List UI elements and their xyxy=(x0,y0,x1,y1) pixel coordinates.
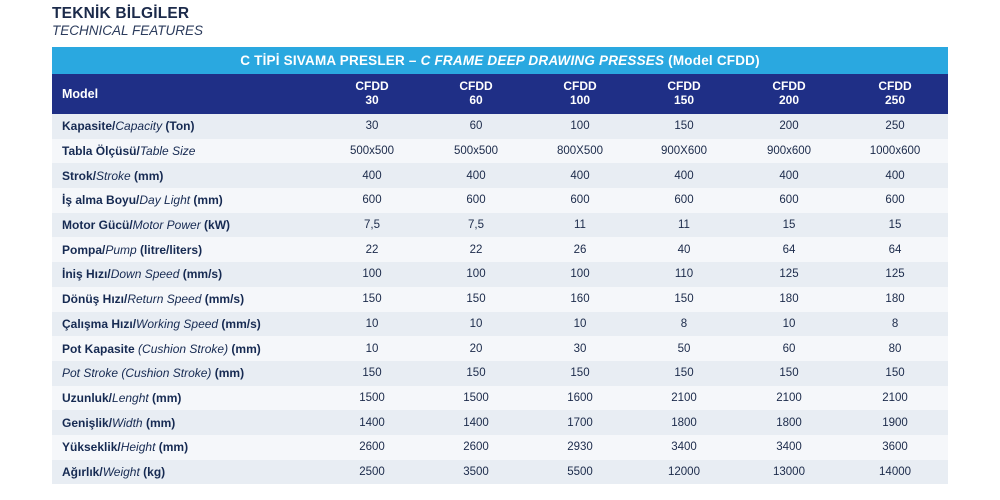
table-cell: 64 xyxy=(842,237,948,262)
row-label-tr: İniş Hızı xyxy=(62,267,108,282)
row-label-unit: (mm) xyxy=(130,168,164,183)
table-cell: 150 xyxy=(736,361,842,386)
row-label-tr: Çalışma Hızı xyxy=(62,316,133,331)
table-cell: 400 xyxy=(424,163,528,188)
row-label xyxy=(52,237,320,262)
table-title-tr: C TİPİ SIVAMA PRESLER xyxy=(240,53,405,68)
column-header-cfdd-60 xyxy=(424,74,528,114)
row-label-tr: Dönüş Hızı xyxy=(62,292,124,307)
column-header-cfdd-150 xyxy=(632,74,736,114)
table-cell: 600 xyxy=(842,188,948,213)
row-label xyxy=(52,188,320,213)
table-cell: 10 xyxy=(736,312,842,337)
row-label xyxy=(52,435,320,460)
row-label-en: Height xyxy=(120,440,156,455)
row-label-separator: / xyxy=(136,144,140,159)
page-title-tr: TEKNİK BİLGİLER xyxy=(52,5,190,22)
row-label-unit: (Ton) xyxy=(162,119,195,134)
row-label-separator: / xyxy=(136,193,140,208)
row-label-unit: (mm) xyxy=(190,193,223,208)
table-cell: 40 xyxy=(632,237,736,262)
row-label-separator: / xyxy=(117,440,121,455)
table-cell: 8 xyxy=(632,312,736,337)
row-label-unit: (mm/s) xyxy=(218,316,261,331)
row-label-separator: / xyxy=(124,292,128,307)
table-cell: 5500 xyxy=(528,460,632,485)
row-label-unit: (mm) xyxy=(211,366,245,381)
page-title-en: TECHNICAL FEATURES xyxy=(52,23,204,39)
row-label xyxy=(52,213,320,238)
row-label-en: Capacity xyxy=(115,119,163,134)
table-cell: 10 xyxy=(424,312,528,337)
table-row xyxy=(52,163,948,188)
column-size: 150 xyxy=(673,93,695,107)
row-label-tr: Strok xyxy=(62,168,93,183)
row-label-en: Weight xyxy=(102,464,140,479)
table-cell: 400 xyxy=(528,163,632,188)
table-cell: 150 xyxy=(842,361,948,386)
table-cell: 8 xyxy=(842,312,948,337)
column-code: CFDD xyxy=(563,79,597,94)
table-cell: 1000x600 xyxy=(842,139,948,164)
table-cell: 1400 xyxy=(424,410,528,435)
table-cell: 900X600 xyxy=(632,139,736,164)
row-label-separator: / xyxy=(108,415,113,430)
row-label xyxy=(52,410,320,435)
column-code: CFDD xyxy=(878,79,912,94)
table-cell: 10 xyxy=(528,312,632,337)
table-cell: 150 xyxy=(632,287,736,312)
table-cell: 150 xyxy=(632,114,736,139)
table-cell: 800X500 xyxy=(528,139,632,164)
row-label-en: Working Speed xyxy=(136,316,219,331)
table-cell: 1500 xyxy=(424,386,528,411)
row-label xyxy=(52,336,320,361)
row-label-unit: (mm) xyxy=(155,440,189,455)
table-cell: 600 xyxy=(528,188,632,213)
table-cell: 110 xyxy=(632,262,736,287)
row-label-unit: (mm/s) xyxy=(179,267,223,282)
table-cell: 2600 xyxy=(320,435,424,460)
table-cell: 150 xyxy=(528,361,632,386)
table-row xyxy=(52,237,948,262)
column-code: CFDD xyxy=(355,79,389,94)
table-cell: 1700 xyxy=(528,410,632,435)
table-row xyxy=(52,410,948,435)
row-label xyxy=(52,460,320,485)
table-cell: 100 xyxy=(528,262,632,287)
row-label-en: Down Speed xyxy=(110,267,180,282)
table-cell: 3400 xyxy=(736,435,842,460)
row-label xyxy=(52,361,320,386)
table-row xyxy=(52,312,948,337)
row-label-tr: Ağırlık xyxy=(62,464,100,479)
table-cell: 3600 xyxy=(842,435,948,460)
table-row xyxy=(52,139,948,164)
table-cell: 15 xyxy=(736,213,842,238)
table-cell: 400 xyxy=(842,163,948,188)
row-label-en: Lenght xyxy=(112,390,149,405)
row-label-unit: (mm/s) xyxy=(201,292,245,307)
table-cell: 3400 xyxy=(632,435,736,460)
table-cell: 1800 xyxy=(632,410,736,435)
row-label-en: (Cushion Stroke) xyxy=(121,366,212,381)
row-label-tr: Kapasite xyxy=(62,119,113,134)
table-cell: 100 xyxy=(528,114,632,139)
table-cell: 2500 xyxy=(320,460,424,485)
table-cell: 100 xyxy=(320,262,424,287)
row-label-unit: (litre/liters) xyxy=(136,242,203,257)
table-cell: 180 xyxy=(736,287,842,312)
table-cell: 15 xyxy=(842,213,948,238)
table-cell: 50 xyxy=(632,336,736,361)
table-cell: 150 xyxy=(632,361,736,386)
table-header-row xyxy=(52,74,948,114)
row-label-en: Table Size xyxy=(139,144,196,159)
row-label xyxy=(52,163,320,188)
row-label-en: Stroke xyxy=(96,168,131,183)
row-label-en: Return Speed xyxy=(127,292,202,307)
row-label-en: Day Light xyxy=(139,193,191,208)
table-cell: 150 xyxy=(424,287,528,312)
row-label xyxy=(52,262,320,287)
table-cell: 13000 xyxy=(736,460,842,485)
column-size: 30 xyxy=(365,93,379,107)
table-cell: 64 xyxy=(736,237,842,262)
table-cell: 7,5 xyxy=(320,213,424,238)
column-code: CFDD xyxy=(772,79,806,94)
technical-specs-table xyxy=(52,47,948,484)
table-cell: 7,5 xyxy=(424,213,528,238)
row-label-separator: / xyxy=(108,390,113,405)
table-cell: 14000 xyxy=(842,460,948,485)
table-cell: 250 xyxy=(842,114,948,139)
row-label-separator: / xyxy=(107,267,111,282)
table-cell: 2100 xyxy=(632,386,736,411)
table-cell: 600 xyxy=(736,188,842,213)
table-row xyxy=(52,361,948,386)
table-title-model: (Model CFDD) xyxy=(664,53,760,68)
table-row xyxy=(52,386,948,411)
table-cell: 20 xyxy=(424,336,528,361)
table-cell: 2100 xyxy=(736,386,842,411)
table-cell: 150 xyxy=(320,361,424,386)
column-size: 200 xyxy=(778,93,800,107)
column-size: 250 xyxy=(885,93,906,107)
table-cell: 1800 xyxy=(736,410,842,435)
row-label-en: Motor Power xyxy=(132,218,201,233)
table-cell: 150 xyxy=(320,287,424,312)
row-label-en: (Cushion Stroke) xyxy=(138,341,229,356)
row-label xyxy=(52,386,320,411)
table-cell: 30 xyxy=(320,114,424,139)
table-cell: 1900 xyxy=(842,410,948,435)
table-cell: 2600 xyxy=(424,435,528,460)
table-cell: 1500 xyxy=(320,386,424,411)
table-title-separator: – xyxy=(404,53,421,68)
row-label xyxy=(52,139,320,164)
table-cell: 60 xyxy=(736,336,842,361)
table-row xyxy=(52,188,948,213)
column-header-cfdd-200 xyxy=(736,74,842,114)
row-label-tr: Pompa xyxy=(62,242,103,257)
table-cell: 80 xyxy=(842,336,948,361)
row-label-separator: / xyxy=(92,168,97,183)
page-title xyxy=(52,6,203,38)
table-cell: 160 xyxy=(528,287,632,312)
column-size: 100 xyxy=(569,93,591,107)
table-cell: 10 xyxy=(320,336,424,361)
table-row xyxy=(52,287,948,312)
table-row xyxy=(52,435,948,460)
row-label-tr: Pot Kapasite xyxy=(62,341,135,356)
row-label-unit: (kg) xyxy=(139,464,166,479)
table-title-row xyxy=(52,47,948,74)
table-row xyxy=(52,213,948,238)
table-cell: 600 xyxy=(632,188,736,213)
table-cell: 22 xyxy=(424,237,528,262)
table-cell: 600 xyxy=(424,188,528,213)
row-label-tr: Pot Stroke xyxy=(62,366,119,381)
row-label-separator: / xyxy=(112,119,116,134)
table-cell: 1600 xyxy=(528,386,632,411)
column-header-model: Model xyxy=(52,74,320,114)
row-label-tr: Yükseklik xyxy=(62,440,118,455)
row-label-separator: / xyxy=(102,242,106,257)
table-cell: 500x500 xyxy=(320,139,424,164)
table-cell: 400 xyxy=(632,163,736,188)
table-cell: 100 xyxy=(424,262,528,287)
row-label-separator: / xyxy=(129,218,133,233)
table-row xyxy=(52,114,948,139)
row-label xyxy=(52,114,320,139)
table-title-en: C FRAME DEEP DRAWING PRESSES xyxy=(420,53,665,68)
row-label-separator: / xyxy=(99,464,103,479)
table-cell: 400 xyxy=(736,163,842,188)
column-header-cfdd-30 xyxy=(320,74,424,114)
table-cell: 60 xyxy=(424,114,528,139)
row-label-tr: Motor Gücü xyxy=(62,218,130,233)
row-label-tr: Uzunluk xyxy=(62,390,109,405)
table-cell: 200 xyxy=(736,114,842,139)
table-cell: 2100 xyxy=(842,386,948,411)
column-header-cfdd-250 xyxy=(842,74,948,114)
table-cell: 125 xyxy=(736,262,842,287)
table-cell: 600 xyxy=(320,188,424,213)
table-cell: 3500 xyxy=(424,460,528,485)
row-label-unit: (mm) xyxy=(148,390,182,405)
table-cell: 22 xyxy=(320,237,424,262)
table-cell: 1400 xyxy=(320,410,424,435)
table-cell: 11 xyxy=(632,213,736,238)
row-label-tr: İş alma Boyu xyxy=(62,193,137,208)
row-label-tr: Tabla Ölçüsü xyxy=(62,144,137,159)
table-title-cell xyxy=(52,47,948,74)
column-header-cfdd-100 xyxy=(528,74,632,114)
column-code: CFDD xyxy=(459,79,493,94)
row-label-tr: Genişlik xyxy=(62,415,109,430)
table-cell: 900x600 xyxy=(736,139,842,164)
row-label-unit: (mm) xyxy=(142,415,176,430)
table-cell: 26 xyxy=(528,237,632,262)
row-label-unit: (mm) xyxy=(228,341,261,356)
table-cell: 125 xyxy=(842,262,948,287)
column-size: 60 xyxy=(469,93,483,107)
row-label-unit: (kW) xyxy=(200,218,231,233)
table-cell: 180 xyxy=(842,287,948,312)
row-label-en: Width xyxy=(112,415,143,430)
row-label xyxy=(52,287,320,312)
table-cell: 2930 xyxy=(528,435,632,460)
table-cell: 11 xyxy=(528,213,632,238)
table-cell: 500x500 xyxy=(424,139,528,164)
table-row xyxy=(52,460,948,485)
table-row xyxy=(52,262,948,287)
table-cell: 12000 xyxy=(632,460,736,485)
row-label-en: Pump xyxy=(105,242,137,257)
row-label-separator: / xyxy=(132,316,137,331)
table-cell: 30 xyxy=(528,336,632,361)
table-cell: 400 xyxy=(320,163,424,188)
column-code: CFDD xyxy=(667,79,701,94)
table-cell: 150 xyxy=(424,361,528,386)
table-body xyxy=(52,114,948,484)
table-row xyxy=(52,336,948,361)
row-label xyxy=(52,312,320,337)
table-cell: 10 xyxy=(320,312,424,337)
